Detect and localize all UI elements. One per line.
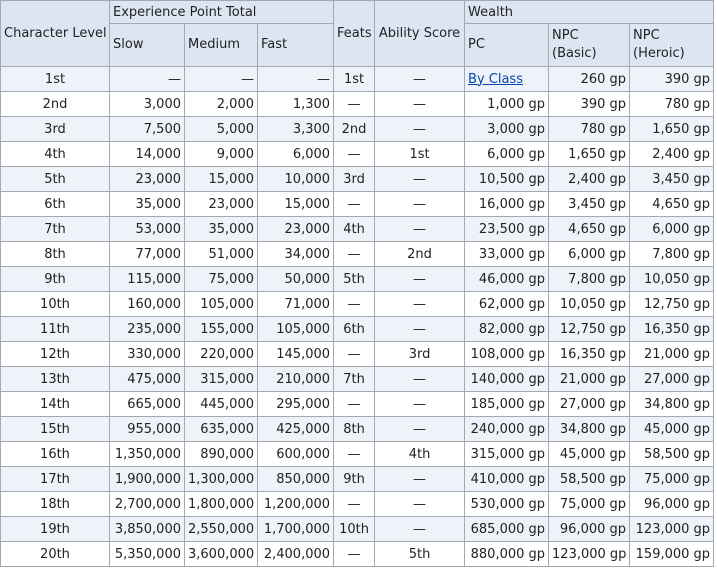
cell-ability-score: —	[375, 417, 465, 442]
header-npc-basic-line1: NPC	[552, 28, 579, 43]
cell-wealth-npc-heroic: 45,000 gp	[630, 417, 714, 442]
cell-xp-medium: 35,000	[185, 217, 258, 242]
cell-level: 12th	[1, 342, 110, 367]
cell-wealth-npc-heroic: 780 gp	[630, 92, 714, 117]
cell-wealth-npc-basic: 4,650 gp	[549, 217, 630, 242]
cell-xp-medium: 75,000	[185, 267, 258, 292]
cell-wealth-pc: 10,500 gp	[465, 167, 549, 192]
table-header	[1, 1, 714, 67]
cell-ability-score: —	[375, 192, 465, 217]
table-row	[1, 367, 714, 392]
table-row	[1, 217, 714, 242]
cell-xp-slow: 77,000	[110, 242, 185, 267]
cell-xp-medium: 15,000	[185, 167, 258, 192]
cell-level: 16th	[1, 442, 110, 467]
header-medium: Medium	[185, 24, 258, 67]
header-ability-score: Ability Score	[375, 1, 465, 67]
cell-level: 19th	[1, 517, 110, 542]
cell-wealth-pc: 240,000 gp	[465, 417, 549, 442]
cell-feats: —	[334, 92, 375, 117]
table-row	[1, 242, 714, 267]
cell-feats: —	[334, 492, 375, 517]
cell-level: 6th	[1, 192, 110, 217]
cell-xp-fast: 850,000	[258, 467, 334, 492]
cell-wealth-npc-heroic: 34,800 gp	[630, 392, 714, 417]
header-slow: Slow	[110, 24, 185, 67]
header-fast: Fast	[258, 24, 334, 67]
cell-wealth-pc: 530,000 gp	[465, 492, 549, 517]
cell-xp-medium: 2,550,000	[185, 517, 258, 542]
cell-wealth-npc-basic: 10,050 gp	[549, 292, 630, 317]
cell-xp-medium: 9,000	[185, 142, 258, 167]
table-row	[1, 167, 714, 192]
header-pc: PC	[465, 24, 549, 67]
cell-level: 9th	[1, 267, 110, 292]
cell-xp-fast: 71,000	[258, 292, 334, 317]
cell-xp-medium: 23,000	[185, 192, 258, 217]
cell-feats: —	[334, 542, 375, 567]
cell-wealth-npc-heroic: 75,000 gp	[630, 467, 714, 492]
cell-ability-score: —	[375, 92, 465, 117]
cell-wealth-npc-heroic: 58,500 gp	[630, 442, 714, 467]
cell-xp-fast: 295,000	[258, 392, 334, 417]
cell-xp-slow: 53,000	[110, 217, 185, 242]
table-row	[1, 142, 714, 167]
cell-ability-score: 4th	[375, 442, 465, 467]
cell-xp-slow: 475,000	[110, 367, 185, 392]
cell-xp-medium: 890,000	[185, 442, 258, 467]
cell-wealth-npc-heroic: 7,800 gp	[630, 242, 714, 267]
cell-level: 10th	[1, 292, 110, 317]
header-feats: Feats	[334, 1, 375, 67]
cell-wealth-npc-basic: 7,800 gp	[549, 267, 630, 292]
cell-wealth-npc-basic: 58,500 gp	[549, 467, 630, 492]
table-row	[1, 192, 714, 217]
cell-wealth-pc: 685,000 gp	[465, 517, 549, 542]
cell-xp-medium: 1,300,000	[185, 467, 258, 492]
cell-level: 8th	[1, 242, 110, 267]
cell-ability-score: —	[375, 467, 465, 492]
cell-xp-slow: 23,000	[110, 167, 185, 192]
cell-feats: 6th	[334, 317, 375, 342]
header-row-groups	[1, 1, 714, 24]
cell-wealth-pc: 33,000 gp	[465, 242, 549, 267]
cell-feats: —	[334, 242, 375, 267]
cell-wealth-npc-basic: 123,000 gp	[549, 542, 630, 567]
cell-ability-score: —	[375, 67, 465, 92]
cell-feats: —	[334, 442, 375, 467]
cell-wealth-npc-heroic: 3,450 gp	[630, 167, 714, 192]
cell-xp-medium: 3,600,000	[185, 542, 258, 567]
cell-xp-fast: 425,000	[258, 417, 334, 442]
cell-feats: 2nd	[334, 117, 375, 142]
cell-wealth-npc-heroic: 6,000 gp	[630, 217, 714, 242]
by-class-link[interactable]: By Class	[468, 71, 523, 87]
cell-wealth-pc: 3,000 gp	[465, 117, 549, 142]
cell-wealth-npc-basic: 780 gp	[549, 117, 630, 142]
cell-xp-medium: 445,000	[185, 392, 258, 417]
cell-xp-slow: 7,500	[110, 117, 185, 142]
cell-wealth-npc-heroic: 390 gp	[630, 67, 714, 92]
cell-feats: 4th	[334, 217, 375, 242]
cell-wealth-npc-basic: 390 gp	[549, 92, 630, 117]
cell-xp-medium: 51,000	[185, 242, 258, 267]
header-npc-basic	[549, 24, 630, 67]
cell-wealth-npc-heroic: 1,650 gp	[630, 117, 714, 142]
header-npc-basic-line2: (Basic)	[552, 46, 597, 61]
cell-wealth-npc-basic: 260 gp	[549, 67, 630, 92]
cell-wealth-pc	[465, 67, 549, 92]
cell-xp-medium: 105,000	[185, 292, 258, 317]
cell-wealth-npc-basic: 27,000 gp	[549, 392, 630, 417]
cell-xp-medium: 220,000	[185, 342, 258, 367]
header-experience-point-total: Experience Point Total	[110, 1, 334, 24]
table-row	[1, 517, 714, 542]
header-npc-heroic-line2: (Heroic)	[633, 46, 685, 61]
cell-xp-slow: 14,000	[110, 142, 185, 167]
table-row	[1, 417, 714, 442]
cell-ability-score: 5th	[375, 542, 465, 567]
cell-feats: 3rd	[334, 167, 375, 192]
cell-xp-fast: 34,000	[258, 242, 334, 267]
cell-xp-fast: 50,000	[258, 267, 334, 292]
cell-xp-slow: —	[110, 67, 185, 92]
cell-xp-fast: 145,000	[258, 342, 334, 367]
cell-wealth-pc: 82,000 gp	[465, 317, 549, 342]
table-row	[1, 542, 714, 567]
cell-wealth-pc: 62,000 gp	[465, 292, 549, 317]
cell-feats: —	[334, 392, 375, 417]
cell-feats: 7th	[334, 367, 375, 392]
cell-xp-fast: 2,400,000	[258, 542, 334, 567]
cell-wealth-npc-heroic: 4,650 gp	[630, 192, 714, 217]
cell-wealth-npc-basic: 2,400 gp	[549, 167, 630, 192]
cell-level: 18th	[1, 492, 110, 517]
cell-wealth-pc: 23,500 gp	[465, 217, 549, 242]
table-row	[1, 267, 714, 292]
cell-feats: —	[334, 342, 375, 367]
cell-wealth-pc: 315,000 gp	[465, 442, 549, 467]
cell-wealth-pc: 140,000 gp	[465, 367, 549, 392]
cell-level: 4th	[1, 142, 110, 167]
cell-ability-score: —	[375, 517, 465, 542]
cell-wealth-npc-basic: 3,450 gp	[549, 192, 630, 217]
cell-ability-score: —	[375, 217, 465, 242]
cell-ability-score: —	[375, 117, 465, 142]
cell-feats: 1st	[334, 67, 375, 92]
cell-xp-medium: 155,000	[185, 317, 258, 342]
table-row	[1, 117, 714, 142]
cell-level: 14th	[1, 392, 110, 417]
table-body	[1, 67, 714, 567]
cell-wealth-npc-heroic: 2,400 gp	[630, 142, 714, 167]
cell-wealth-npc-heroic: 159,000 gp	[630, 542, 714, 567]
cell-wealth-npc-basic: 75,000 gp	[549, 492, 630, 517]
table-row	[1, 467, 714, 492]
cell-xp-slow: 3,850,000	[110, 517, 185, 542]
cell-level: 1st	[1, 67, 110, 92]
cell-ability-score: —	[375, 392, 465, 417]
cell-xp-slow: 330,000	[110, 342, 185, 367]
cell-wealth-pc: 108,000 gp	[465, 342, 549, 367]
cell-wealth-npc-basic: 45,000 gp	[549, 442, 630, 467]
cell-wealth-npc-heroic: 16,350 gp	[630, 317, 714, 342]
cell-xp-medium: 1,800,000	[185, 492, 258, 517]
cell-level: 7th	[1, 217, 110, 242]
cell-xp-medium: 315,000	[185, 367, 258, 392]
cell-level: 11th	[1, 317, 110, 342]
cell-level: 3rd	[1, 117, 110, 142]
cell-xp-slow: 955,000	[110, 417, 185, 442]
table-row	[1, 292, 714, 317]
cell-wealth-npc-basic: 21,000 gp	[549, 367, 630, 392]
cell-xp-medium: 2,000	[185, 92, 258, 117]
cell-wealth-npc-basic: 34,800 gp	[549, 417, 630, 442]
cell-xp-fast: 3,300	[258, 117, 334, 142]
cell-xp-fast: 600,000	[258, 442, 334, 467]
cell-wealth-npc-heroic: 27,000 gp	[630, 367, 714, 392]
cell-xp-fast: 105,000	[258, 317, 334, 342]
cell-feats: 10th	[334, 517, 375, 542]
cell-xp-slow: 1,350,000	[110, 442, 185, 467]
cell-ability-score: —	[375, 167, 465, 192]
cell-wealth-pc: 410,000 gp	[465, 467, 549, 492]
cell-xp-slow: 665,000	[110, 392, 185, 417]
table-row	[1, 92, 714, 117]
header-character-level: Character Level	[1, 1, 110, 67]
cell-xp-fast: 210,000	[258, 367, 334, 392]
cell-xp-fast: 1,300	[258, 92, 334, 117]
cell-wealth-npc-basic: 96,000 gp	[549, 517, 630, 542]
cell-xp-slow: 115,000	[110, 267, 185, 292]
cell-wealth-pc: 185,000 gp	[465, 392, 549, 417]
cell-level: 20th	[1, 542, 110, 567]
table-row	[1, 67, 714, 92]
cell-xp-medium: 5,000	[185, 117, 258, 142]
cell-xp-slow: 2,700,000	[110, 492, 185, 517]
cell-ability-score: —	[375, 317, 465, 342]
cell-wealth-npc-heroic: 10,050 gp	[630, 267, 714, 292]
cell-wealth-npc-heroic: 12,750 gp	[630, 292, 714, 317]
cell-feats: 5th	[334, 267, 375, 292]
cell-wealth-pc: 880,000 gp	[465, 542, 549, 567]
cell-ability-score: —	[375, 367, 465, 392]
cell-wealth-pc: 16,000 gp	[465, 192, 549, 217]
cell-ability-score: 2nd	[375, 242, 465, 267]
cell-feats: 8th	[334, 417, 375, 442]
header-npc-heroic	[630, 24, 714, 67]
cell-xp-fast: —	[258, 67, 334, 92]
header-npc-heroic-line1: NPC	[633, 28, 660, 43]
cell-level: 13th	[1, 367, 110, 392]
cell-feats: 9th	[334, 467, 375, 492]
table-row	[1, 392, 714, 417]
cell-ability-score: 3rd	[375, 342, 465, 367]
table-row	[1, 342, 714, 367]
cell-xp-slow: 160,000	[110, 292, 185, 317]
cell-wealth-npc-basic: 12,750 gp	[549, 317, 630, 342]
cell-wealth-npc-heroic: 123,000 gp	[630, 517, 714, 542]
cell-wealth-npc-heroic: 21,000 gp	[630, 342, 714, 367]
cell-xp-fast: 10,000	[258, 167, 334, 192]
cell-xp-fast: 23,000	[258, 217, 334, 242]
cell-ability-score: 1st	[375, 142, 465, 167]
table-row	[1, 492, 714, 517]
cell-xp-fast: 6,000	[258, 142, 334, 167]
cell-xp-fast: 1,700,000	[258, 517, 334, 542]
cell-ability-score: —	[375, 267, 465, 292]
cell-xp-medium: —	[185, 67, 258, 92]
cell-ability-score: —	[375, 492, 465, 517]
cell-wealth-npc-basic: 6,000 gp	[549, 242, 630, 267]
cell-ability-score: —	[375, 292, 465, 317]
header-wealth: Wealth	[465, 1, 714, 24]
cell-feats: —	[334, 142, 375, 167]
cell-xp-slow: 35,000	[110, 192, 185, 217]
cell-level: 15th	[1, 417, 110, 442]
table-row	[1, 442, 714, 467]
table-row	[1, 317, 714, 342]
cell-level: 2nd	[1, 92, 110, 117]
cell-xp-fast: 1,200,000	[258, 492, 334, 517]
cell-wealth-pc: 6,000 gp	[465, 142, 549, 167]
cell-level: 17th	[1, 467, 110, 492]
cell-xp-slow: 5,350,000	[110, 542, 185, 567]
cell-xp-slow: 3,000	[110, 92, 185, 117]
cell-xp-fast: 15,000	[258, 192, 334, 217]
cell-wealth-pc: 1,000 gp	[465, 92, 549, 117]
cell-level: 5th	[1, 167, 110, 192]
cell-xp-slow: 1,900,000	[110, 467, 185, 492]
cell-wealth-npc-basic: 16,350 gp	[549, 342, 630, 367]
cell-wealth-pc: 46,000 gp	[465, 267, 549, 292]
cell-wealth-npc-heroic: 96,000 gp	[630, 492, 714, 517]
cell-feats: —	[334, 192, 375, 217]
cell-feats: —	[334, 292, 375, 317]
cell-xp-medium: 635,000	[185, 417, 258, 442]
cell-xp-slow: 235,000	[110, 317, 185, 342]
cell-wealth-npc-basic: 1,650 gp	[549, 142, 630, 167]
